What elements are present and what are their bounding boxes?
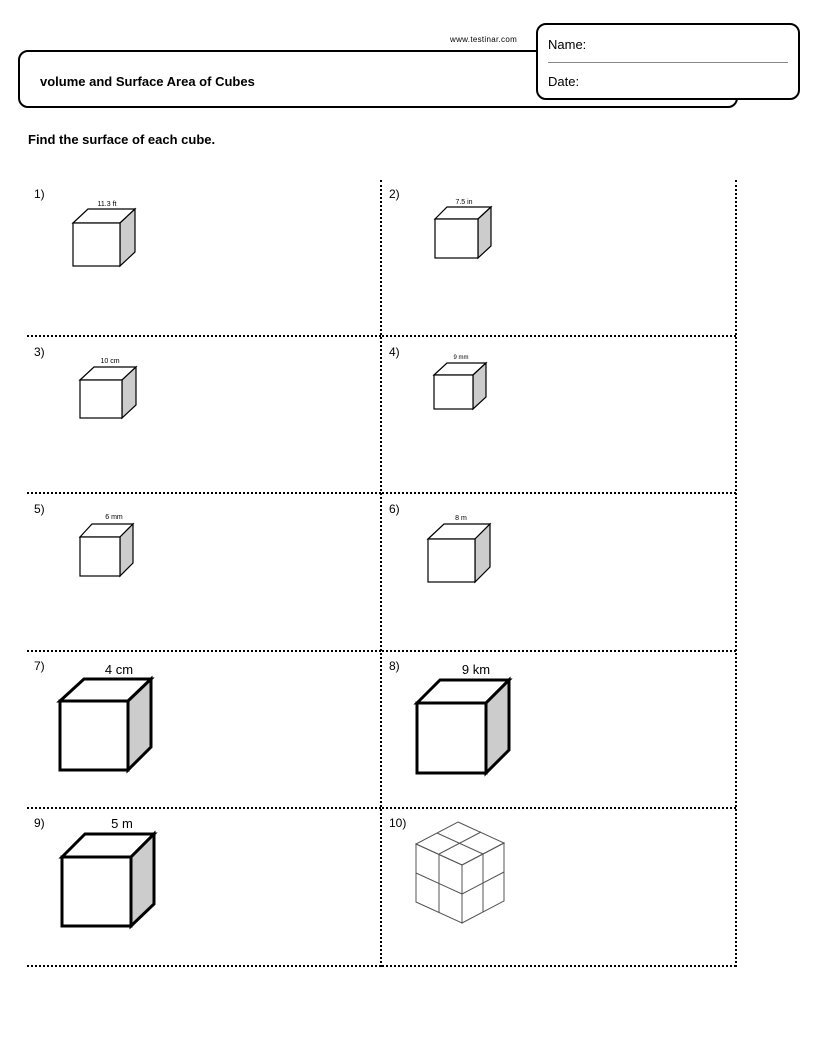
cube-edge-label: 4 cm (104, 662, 134, 677)
cube-edge-label: 7.5 in (455, 199, 473, 206)
grid-divider (382, 965, 736, 967)
grid-divider (382, 807, 736, 809)
cube-figure (75, 510, 175, 600)
cube-figure (67, 198, 167, 288)
name-line (548, 62, 788, 63)
problem-cell-7 (27, 652, 381, 808)
cube-figure (57, 660, 167, 785)
cube-edge-label: 8 m (455, 515, 467, 522)
problem-cell-9 (27, 809, 381, 967)
cube-figure (59, 813, 169, 938)
problem-number: 2) (389, 187, 400, 201)
problem-cell-10 (382, 809, 736, 967)
problem-cell-1 (27, 180, 381, 336)
name-label: Name: (548, 37, 587, 52)
name-date-box (536, 23, 800, 100)
grid-divider (27, 807, 381, 809)
date-label: Date: (548, 74, 580, 89)
problem-cell-3 (27, 338, 381, 494)
cube-edge-label: 9 mm (453, 355, 469, 361)
problem-cell-5 (27, 495, 381, 651)
worksheet-title: volume and Surface Area of Cubes (40, 74, 255, 89)
stacked-cube-figure (414, 819, 514, 929)
problem-number: 4) (389, 345, 400, 359)
problem-cell-8 (382, 652, 736, 808)
cube-figure (430, 353, 530, 443)
instruction-text: Find the surface of each cube. (28, 132, 216, 147)
problem-number: 7) (34, 659, 45, 673)
cube-figure (414, 662, 524, 787)
problem-cell-6 (382, 495, 736, 651)
cube-figure (430, 197, 530, 287)
website-url: www.testinar.com (450, 35, 518, 44)
cube-figure (424, 510, 524, 605)
cube-edge-label: 5 m (111, 816, 133, 831)
problem-number: 8) (389, 659, 400, 673)
grid-divider (382, 492, 736, 494)
cube-edge-label: 6 mm (105, 514, 123, 521)
problem-cell-2 (382, 180, 736, 336)
problem-number: 1) (34, 187, 45, 201)
problem-number: 9) (34, 816, 45, 830)
grid-divider (27, 492, 381, 494)
grid-divider (27, 335, 381, 337)
problem-number: 5) (34, 502, 45, 516)
grid-divider (382, 335, 736, 337)
cube-figure (75, 355, 175, 445)
grid-divider (735, 180, 737, 967)
grid-divider (380, 180, 382, 967)
problem-cell-4 (382, 338, 736, 494)
grid-divider (27, 965, 381, 967)
problem-number: 3) (34, 345, 45, 359)
problem-number: 10) (389, 816, 407, 830)
problem-number: 6) (389, 502, 400, 516)
cube-edge-label: 11.3 ft (97, 201, 117, 208)
cube-edge-label: 10 cm (100, 358, 120, 365)
grid-divider (382, 650, 736, 652)
grid-divider (27, 650, 381, 652)
cube-edge-label: 9 km (461, 662, 491, 677)
